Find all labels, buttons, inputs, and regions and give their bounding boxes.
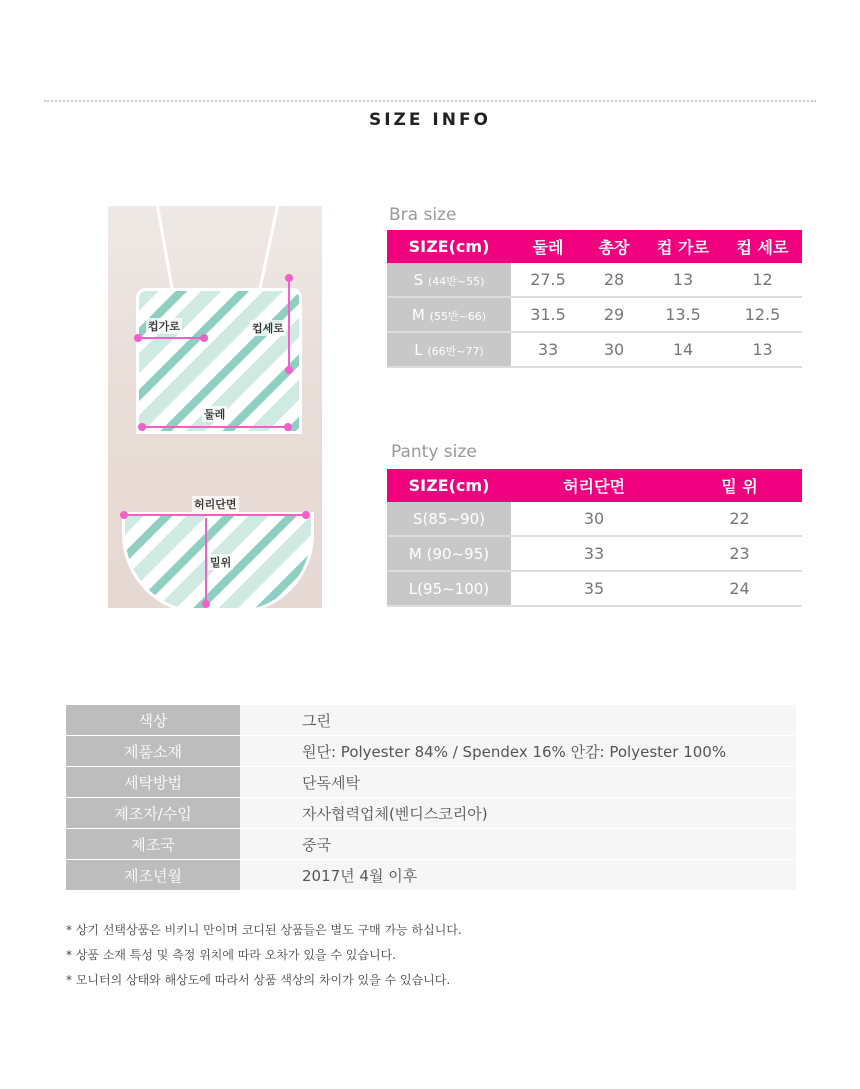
bra-size-label: Bra size <box>389 205 457 225</box>
chest-line <box>142 426 288 428</box>
size-cell <box>387 502 511 536</box>
value-cell: 33 <box>511 536 677 571</box>
header-cell: 허리단면 <box>511 469 677 502</box>
panty-size-table <box>387 469 802 607</box>
header-cell: SIZE(cm) <box>387 469 511 502</box>
info-key: 제조자/수입 <box>66 798 240 829</box>
info-value: 2017년 4월 이후 <box>240 860 796 891</box>
measure-dot <box>285 366 293 374</box>
waist-line <box>124 514 306 516</box>
info-row <box>66 860 796 891</box>
page-title: SIZE INFO <box>368 110 492 130</box>
table-header-row <box>387 230 802 263</box>
size-range: (44반~55) <box>427 274 485 288</box>
panty-size-label: Panty size <box>391 442 477 462</box>
value-cell: 24 <box>677 571 802 606</box>
rise-line <box>205 518 207 606</box>
info-row <box>66 705 796 736</box>
product-photo <box>108 206 322 608</box>
bra-size-table <box>387 230 802 368</box>
header-cell: 총장 <box>585 230 643 263</box>
cup-width-label: 컵가로 <box>148 320 180 333</box>
info-key: 색상 <box>66 705 240 736</box>
info-value: 단독세탁 <box>240 767 796 798</box>
size-range: (90~95) <box>426 544 490 563</box>
size-letter: M <box>411 305 425 324</box>
table-row <box>387 536 802 571</box>
notes <box>66 918 462 993</box>
size-cell <box>387 297 511 332</box>
size-cell <box>387 536 511 571</box>
header-cell: 컵 가로 <box>643 230 723 263</box>
header-cell: 밑 위 <box>677 469 802 502</box>
measure-dot <box>302 511 310 519</box>
value-cell: 13 <box>723 332 802 367</box>
size-cell <box>387 332 511 367</box>
info-value: 중국 <box>240 829 796 860</box>
size-letter: S <box>413 270 424 289</box>
measure-dot <box>138 423 146 431</box>
value-cell: 27.5 <box>511 263 585 297</box>
info-key: 제품소재 <box>66 736 240 767</box>
size-cell <box>387 571 511 606</box>
measure-dot <box>202 600 210 608</box>
size-range: (95~100) <box>417 579 490 598</box>
value-cell: 33 <box>511 332 585 367</box>
measure-dot <box>120 511 128 519</box>
header-cell: 컵 세로 <box>723 230 802 263</box>
dotted-divider <box>44 100 816 102</box>
value-cell: 22 <box>677 502 802 536</box>
value-cell: 12 <box>723 263 802 297</box>
size-letter: L <box>408 579 418 598</box>
value-cell: 28 <box>585 263 643 297</box>
cup-height-line <box>288 278 290 370</box>
value-cell: 30 <box>511 502 677 536</box>
value-cell: 14 <box>643 332 723 367</box>
info-key: 제조국 <box>66 829 240 860</box>
rise-label: 밑위 <box>210 556 232 569</box>
table-row <box>387 332 802 367</box>
info-value: 그린 <box>240 705 796 736</box>
value-cell: 23 <box>677 536 802 571</box>
note-line: * 상품 소재 특성 및 측정 위치에 따라 오차가 있을 수 있습니다. <box>66 948 396 962</box>
header-cell: 둘레 <box>511 230 585 263</box>
info-row <box>66 829 796 860</box>
size-letter: S <box>413 509 423 528</box>
value-cell: 30 <box>585 332 643 367</box>
info-key: 세탁방법 <box>66 767 240 798</box>
value-cell: 35 <box>511 571 677 606</box>
size-letter: M <box>408 544 422 563</box>
left-strap <box>156 206 174 293</box>
cup-height-label: 컵세로 <box>252 322 284 335</box>
value-cell: 13 <box>643 263 723 297</box>
value-cell: 13.5 <box>643 297 723 332</box>
cup-width-line <box>138 337 204 339</box>
size-range: (55반~66) <box>429 309 487 323</box>
measure-dot <box>200 334 208 342</box>
info-value: 자사협력업체(벤디스코리아) <box>240 798 796 829</box>
measure-dot <box>285 274 293 282</box>
size-letter: L <box>414 340 423 359</box>
info-row <box>66 767 796 798</box>
info-key: 제조년월 <box>66 860 240 891</box>
table-row <box>387 502 802 536</box>
table-row <box>387 571 802 606</box>
note-line: * 상기 선택상품은 비키니 만이며 코디된 상품들은 별도 구매 가능 하십니다. <box>66 923 462 937</box>
chest-label: 둘레 <box>204 408 226 421</box>
table-row <box>387 297 802 332</box>
header-cell: SIZE(cm) <box>387 230 511 263</box>
product-info-table <box>66 705 796 891</box>
value-cell: 12.5 <box>723 297 802 332</box>
table-row <box>387 263 802 297</box>
info-row <box>66 798 796 829</box>
note-line: * 모니터의 상태와 해상도에 따라서 상품 색상의 차이가 있을 수 있습니다. <box>66 973 451 987</box>
size-range: (85~90) <box>422 509 485 528</box>
value-cell: 31.5 <box>511 297 585 332</box>
measure-dot <box>284 423 292 431</box>
value-cell: 29 <box>585 297 643 332</box>
info-value: 원단: Polyester 84% / Spendex 16% 안감: Polyester 100% <box>240 736 796 767</box>
measure-dot <box>134 334 142 342</box>
table-header-row <box>387 469 802 502</box>
size-range: (66반~77) <box>427 344 484 358</box>
size-cell <box>387 263 511 297</box>
info-row <box>66 736 796 767</box>
right-strap <box>258 206 279 292</box>
waist-label: 허리단면 <box>194 498 237 511</box>
